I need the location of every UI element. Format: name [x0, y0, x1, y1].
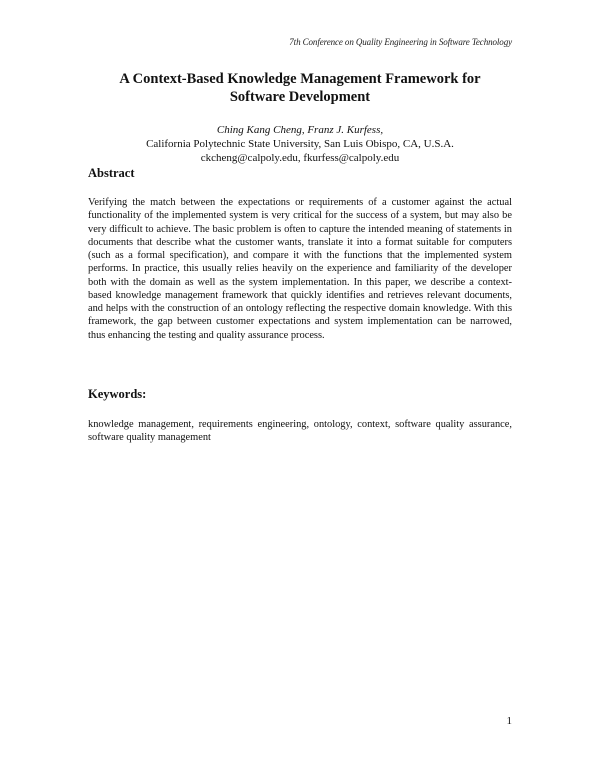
author-affiliation: California Polytechnic State University, San Luis Obispo, CA, U.S.A.	[146, 138, 454, 150]
author-names: Ching Kang Cheng, Franz J. Kurfess,	[216, 124, 384, 136]
page-number: 1	[506, 715, 512, 727]
running-header: 7th Conference on Quality Engineering in Software Technology	[289, 37, 512, 47]
paper-title	[88, 70, 512, 106]
abstract-heading: Abstract	[88, 166, 135, 180]
abstract-text: Verifying the match between the expectations or requirements of a customer against the actual functionality of the implemented system is very critical for the success of a system, but may also be very difficult to achieve. The basic problem is often to capture the intended meaning of statements in documents that describe what the customer wants, translate it into a format suitable for computers (such as a formal specification), and compare it with the functions that the implemented system performs. In practice, this usually relies heavily on the experience and familiarity of the developer both with the domain as well as the system implementation. In this paper, we describe a context-based knowledge management framework that quickly identifies and retrieves relevant documents, and helps with the construction of an ontology reflecting the respective domain knowledge. With this framework, the gap between customer expectations and system implementation can be narrowed, thus enhancing the testing and quality assurance process.	[88, 197, 512, 341]
paper-title-line-1: A Context-Based Knowledge Management Framework for	[119, 71, 481, 87]
keywords-text: knowledge management, requirements engineering, ontology, context, software quality assurance, software quality management	[88, 419, 512, 444]
author-emails: ckcheng@calpoly.edu, fkurfess@calpoly.edu	[200, 152, 400, 164]
author-block	[88, 123, 512, 165]
keywords-heading: Keywords:	[88, 387, 147, 401]
paper-title-line-2: Software Development	[229, 89, 371, 105]
